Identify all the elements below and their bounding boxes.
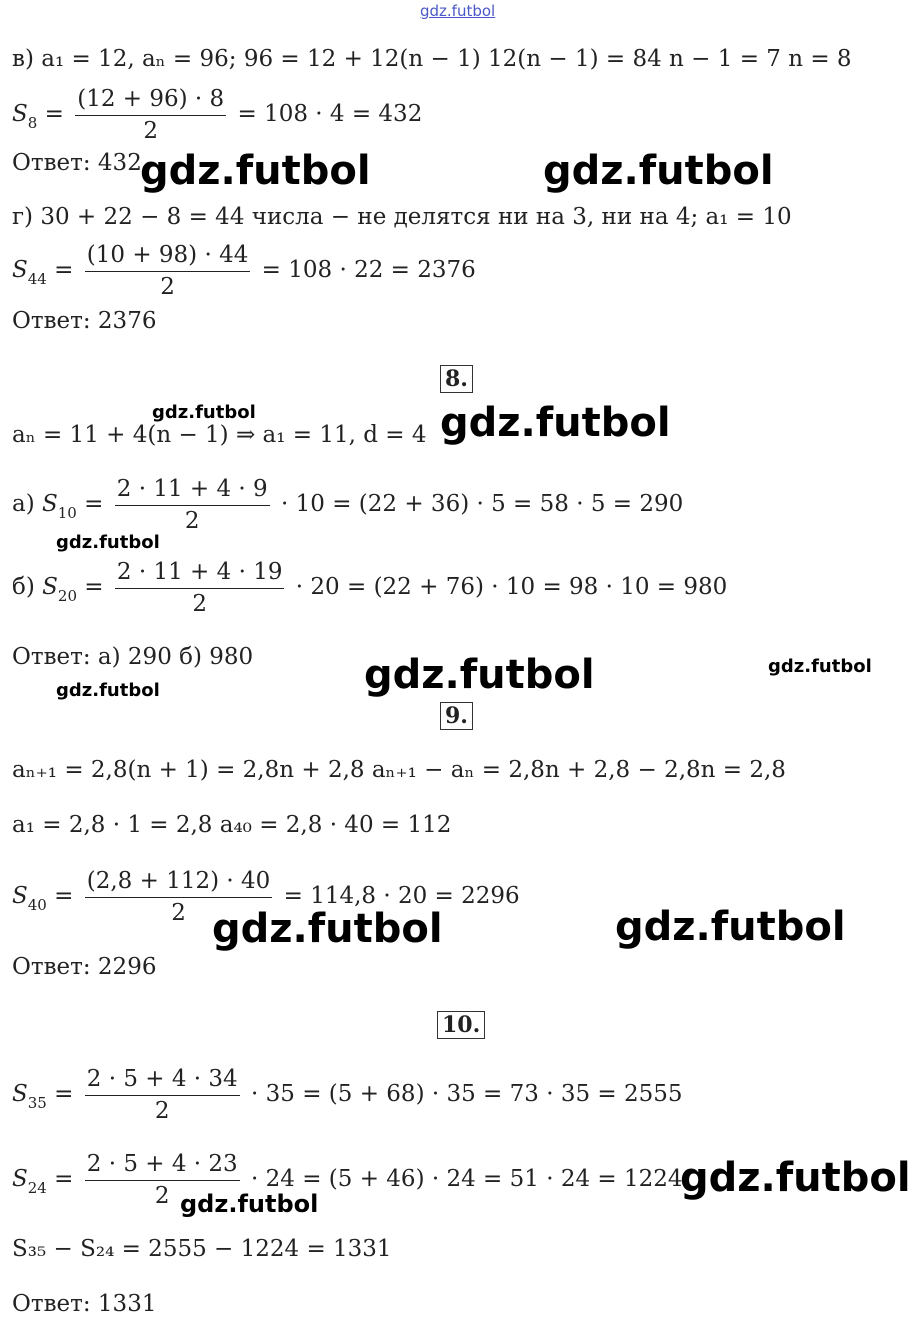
equation-rhs: · 24 = (5 + 46) · 24 = 51 · 24 = 1224 bbox=[251, 1166, 683, 1192]
p9-sum: $S_{40}$ = $\frac{(2,8 + 112) \cdot 40}{2}$ = 114,8 · 20 = 2296 bbox=[12, 868, 520, 926]
sum-symbol: S bbox=[12, 101, 28, 127]
fraction bbox=[75, 84, 226, 146]
p9-line1: aₙ₊₁ = 2,8(n + 1) = 2,8n + 2,8 aₙ₊₁ − aₙ = 2,8n + 2,8 − 2,8n = 2,8 bbox=[12, 757, 786, 783]
p7-v-sum: $S_8$ = $\frac{(12 + 96) \cdot 8}{2}$ = 108 · 4 = 432 bbox=[12, 86, 423, 144]
watermark: gdz.futbol bbox=[180, 1190, 319, 1218]
watermark: gdz.futbol bbox=[440, 400, 671, 446]
watermark: gdz.futbol bbox=[56, 680, 160, 701]
p8-part-b: б) $S_{20}$ = $\frac{2 \cdot 11 + 4 \cdot 19}{2}$ · 20 = (22 + 76) · 10 = 98 · 10 = 980 bbox=[12, 559, 728, 617]
header-watermark-link[interactable]: gdz.futbol bbox=[420, 2, 496, 20]
watermark: gdz.futbol bbox=[543, 148, 774, 194]
problem-number-8: 8. bbox=[440, 365, 473, 393]
problem-number-10: 10. bbox=[437, 1011, 485, 1039]
part-prefix: б) bbox=[12, 574, 35, 600]
equation-rhs: · 20 = (22 + 76) · 10 = 98 · 10 = 980 bbox=[295, 574, 728, 600]
sum-subscript: 24 bbox=[27, 1179, 47, 1197]
equation-rhs: = 114,8 · 20 = 2296 bbox=[283, 883, 520, 909]
part-prefix: а) bbox=[12, 491, 35, 517]
sum-symbol: S bbox=[42, 491, 58, 517]
watermark: gdz.futbol bbox=[615, 904, 846, 950]
fraction-numerator: (10 + 98) · 44 bbox=[85, 240, 251, 272]
sum-subscript: 35 bbox=[27, 1094, 47, 1112]
p8-part-a: а) $S_{10}$ = $\frac{2 \cdot 11 + 4 \cdot 9}{2}$ · 10 = (22 + 36) · 5 = 58 · 5 = 290 bbox=[12, 476, 684, 534]
fraction-numerator: 2 · 5 + 4 · 34 bbox=[85, 1064, 240, 1096]
p8-answer: Ответ: а) 290 б) 980 bbox=[12, 644, 254, 670]
fraction bbox=[115, 557, 285, 619]
p7-g-sum: $S_{44}$ = $\frac{(10 + 98) \cdot 44}{2}$ = 108 · 22 = 2376 bbox=[12, 242, 476, 300]
p9-line2: a₁ = 2,8 · 1 = 2,8 a₄₀ = 2,8 · 40 = 112 bbox=[12, 812, 452, 838]
p7-v-answer: Ответ: 432 bbox=[12, 150, 142, 176]
sum-subscript: 40 bbox=[27, 896, 47, 914]
p8-formula: aₙ = 11 + 4(n − 1) ⇒ a₁ = 11, d = 4 bbox=[12, 422, 427, 448]
sum-subscript: 8 bbox=[27, 114, 38, 132]
fraction-denominator: 2 bbox=[184, 508, 200, 534]
watermark: gdz.futbol bbox=[140, 148, 371, 194]
p7-g-answer: Ответ: 2376 bbox=[12, 308, 157, 334]
equation-rhs: = 108 · 4 = 432 bbox=[237, 101, 423, 127]
p7-v-line: в) a₁ = 12, aₙ = 96; 96 = 12 + 12(n − 1) 12(n − 1) = 84 n − 1 = 7 n = 8 bbox=[12, 46, 852, 72]
fraction-denominator: 2 bbox=[154, 1183, 170, 1209]
fraction-numerator: 2 · 11 + 4 · 9 bbox=[115, 474, 270, 506]
p10-s24: $S_{24}$ = $\frac{2 \cdot 5 + 4 \cdot 23}{2}$ · 24 = (5 + 46) · 24 = 51 · 24 = 1224 bbox=[12, 1151, 683, 1209]
fraction-numerator: 2 · 11 + 4 · 19 bbox=[115, 557, 285, 589]
problem-number-9: 9. bbox=[440, 702, 473, 730]
equation-rhs: · 10 = (22 + 36) · 5 = 58 · 5 = 290 bbox=[281, 491, 684, 517]
sum-subscript: 20 bbox=[57, 587, 77, 605]
p7-g-line: г) 30 + 22 − 8 = 44 числа − не делятся ни на 3, ни на 4; a₁ = 10 bbox=[12, 204, 792, 230]
fraction-denominator: 2 bbox=[192, 591, 207, 617]
sum-symbol: S bbox=[12, 1081, 28, 1107]
fraction bbox=[115, 474, 270, 536]
equation-rhs: = 108 · 22 = 2376 bbox=[261, 257, 476, 283]
sum-subscript: 44 bbox=[27, 270, 47, 288]
p9-answer: Ответ: 2296 bbox=[12, 954, 157, 980]
sum-symbol: S bbox=[12, 883, 28, 909]
p10-answer: Ответ: 1331 bbox=[12, 1291, 157, 1317]
equation-rhs: · 35 = (5 + 68) · 35 = 73 · 35 = 2555 bbox=[251, 1081, 683, 1107]
fraction-numerator: 2 · 5 + 4 · 23 bbox=[85, 1149, 240, 1181]
watermark: gdz.futbol bbox=[364, 652, 595, 698]
p10-diff: S₃₅ − S₂₄ = 2555 − 1224 = 1331 bbox=[12, 1236, 392, 1262]
sum-subscript: 10 bbox=[57, 504, 77, 522]
sum-symbol: S bbox=[12, 1166, 28, 1192]
fraction-denominator: 2 bbox=[143, 118, 159, 144]
fraction-numerator: (12 + 96) · 8 bbox=[75, 84, 226, 116]
fraction-denominator: 2 bbox=[154, 1098, 170, 1124]
sum-symbol: S bbox=[42, 574, 58, 600]
p10-s35: $S_{35}$ = $\frac{2 \cdot 5 + 4 \cdot 34}{2}$ · 35 = (5 + 68) · 35 = 73 · 35 = 2555 bbox=[12, 1066, 683, 1124]
fraction-denominator: 2 bbox=[160, 274, 175, 300]
watermark: gdz.futbol bbox=[768, 656, 872, 677]
watermark: gdz.futbol bbox=[212, 906, 443, 952]
watermark: gdz.futbol bbox=[56, 532, 160, 553]
sum-symbol: S bbox=[12, 257, 28, 283]
watermark: gdz.futbol bbox=[680, 1155, 911, 1201]
watermark: gdz.futbol bbox=[152, 402, 256, 423]
fraction-denominator: 2 bbox=[171, 900, 186, 926]
fraction bbox=[85, 240, 251, 302]
fraction-numerator: (2,8 + 112) · 40 bbox=[85, 866, 273, 898]
fraction bbox=[85, 1064, 240, 1126]
